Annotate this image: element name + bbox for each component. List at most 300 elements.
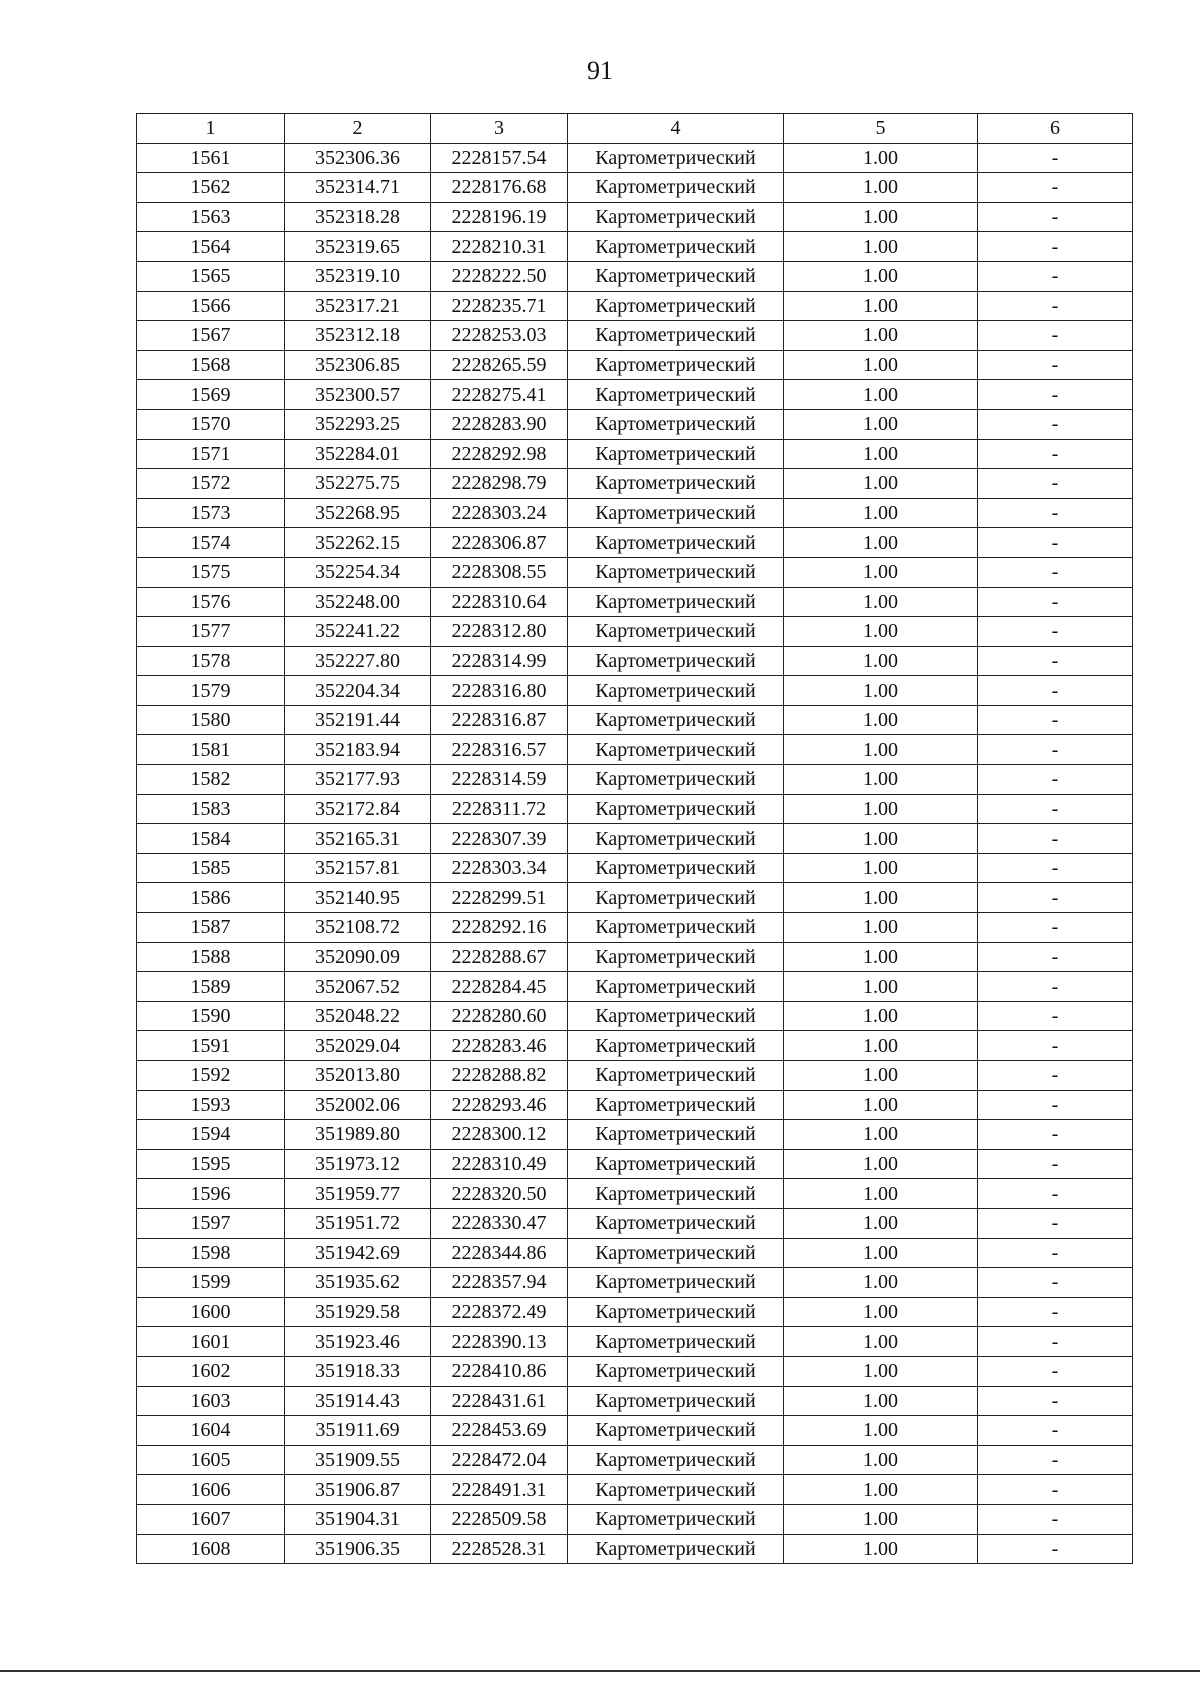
x-coordinate-cell: 352293.25 xyxy=(285,409,431,439)
accuracy-cell: 1.00 xyxy=(784,676,978,706)
note-cell: - xyxy=(978,1297,1133,1327)
table-row xyxy=(137,972,1133,1002)
table-row xyxy=(137,557,1133,587)
accuracy-cell: 1.00 xyxy=(784,202,978,232)
accuracy-cell: 1.00 xyxy=(784,1416,978,1446)
method-cell: Картометрический xyxy=(568,1268,784,1298)
table-row xyxy=(137,1475,1133,1505)
point-number-cell: 1604 xyxy=(137,1416,285,1446)
header-cell-2: 2 xyxy=(285,114,431,144)
accuracy-cell: 1.00 xyxy=(784,1445,978,1475)
method-cell: Картометрический xyxy=(568,1356,784,1386)
note-cell: - xyxy=(978,1090,1133,1120)
method-cell: Картометрический xyxy=(568,794,784,824)
table-row xyxy=(137,1504,1133,1534)
method-cell: Картометрический xyxy=(568,202,784,232)
table-row xyxy=(137,439,1133,469)
note-cell: - xyxy=(978,883,1133,913)
table-row xyxy=(137,1120,1133,1150)
table-row xyxy=(137,883,1133,913)
note-cell: - xyxy=(978,765,1133,795)
point-number-cell: 1581 xyxy=(137,735,285,765)
header-cell-5: 5 xyxy=(784,114,978,144)
x-coordinate-cell: 351989.80 xyxy=(285,1120,431,1150)
accuracy-cell: 1.00 xyxy=(784,528,978,558)
accuracy-cell: 1.00 xyxy=(784,409,978,439)
y-coordinate-cell: 2228310.64 xyxy=(431,587,568,617)
method-cell: Картометрический xyxy=(568,291,784,321)
y-coordinate-cell: 2228298.79 xyxy=(431,469,568,499)
point-number-cell: 1605 xyxy=(137,1445,285,1475)
y-coordinate-cell: 2228253.03 xyxy=(431,321,568,351)
method-cell: Картометрический xyxy=(568,1327,784,1357)
accuracy-cell: 1.00 xyxy=(784,173,978,203)
y-coordinate-cell: 2228284.45 xyxy=(431,972,568,1002)
x-coordinate-cell: 351973.12 xyxy=(285,1149,431,1179)
x-coordinate-cell: 352013.80 xyxy=(285,1061,431,1091)
table-row xyxy=(137,202,1133,232)
accuracy-cell: 1.00 xyxy=(784,498,978,528)
note-cell: - xyxy=(978,1475,1133,1505)
method-cell: Картометрический xyxy=(568,1149,784,1179)
table-row xyxy=(137,1149,1133,1179)
accuracy-cell: 1.00 xyxy=(784,261,978,291)
y-coordinate-cell: 2228306.87 xyxy=(431,528,568,558)
accuracy-cell: 1.00 xyxy=(784,646,978,676)
table-row xyxy=(137,794,1133,824)
method-cell: Картометрический xyxy=(568,439,784,469)
note-cell: - xyxy=(978,942,1133,972)
method-cell: Картометрический xyxy=(568,942,784,972)
x-coordinate-cell: 351906.87 xyxy=(285,1475,431,1505)
point-number-cell: 1580 xyxy=(137,705,285,735)
method-cell: Картометрический xyxy=(568,1208,784,1238)
note-cell: - xyxy=(978,498,1133,528)
y-coordinate-cell: 2228330.47 xyxy=(431,1208,568,1238)
y-coordinate-cell: 2228491.31 xyxy=(431,1475,568,1505)
table-row xyxy=(137,173,1133,203)
header-cell-4: 4 xyxy=(568,114,784,144)
accuracy-cell: 1.00 xyxy=(784,913,978,943)
y-coordinate-cell: 2228288.82 xyxy=(431,1061,568,1091)
point-number-cell: 1590 xyxy=(137,1001,285,1031)
point-number-cell: 1576 xyxy=(137,587,285,617)
y-coordinate-cell: 2228157.54 xyxy=(431,143,568,173)
method-cell: Картометрический xyxy=(568,232,784,262)
point-number-cell: 1568 xyxy=(137,350,285,380)
note-cell: - xyxy=(978,1208,1133,1238)
method-cell: Картометрический xyxy=(568,765,784,795)
table-row xyxy=(137,853,1133,883)
x-coordinate-cell: 351911.69 xyxy=(285,1416,431,1446)
y-coordinate-cell: 2228176.68 xyxy=(431,173,568,203)
point-number-cell: 1565 xyxy=(137,261,285,291)
y-coordinate-cell: 2228308.55 xyxy=(431,557,568,587)
x-coordinate-cell: 352317.21 xyxy=(285,291,431,321)
accuracy-cell: 1.00 xyxy=(784,1268,978,1298)
accuracy-cell: 1.00 xyxy=(784,765,978,795)
y-coordinate-cell: 2228310.49 xyxy=(431,1149,568,1179)
method-cell: Картометрический xyxy=(568,883,784,913)
method-cell: Картометрический xyxy=(568,1445,784,1475)
note-cell: - xyxy=(978,676,1133,706)
accuracy-cell: 1.00 xyxy=(784,942,978,972)
table-body xyxy=(137,143,1133,1564)
accuracy-cell: 1.00 xyxy=(784,1386,978,1416)
point-number-cell: 1586 xyxy=(137,883,285,913)
point-number-cell: 1582 xyxy=(137,765,285,795)
point-number-cell: 1579 xyxy=(137,676,285,706)
x-coordinate-cell: 351909.55 xyxy=(285,1445,431,1475)
coordinates-table-container xyxy=(136,113,1132,1564)
table-row xyxy=(137,1031,1133,1061)
method-cell: Картометрический xyxy=(568,380,784,410)
point-number-cell: 1608 xyxy=(137,1534,285,1564)
y-coordinate-cell: 2228288.67 xyxy=(431,942,568,972)
method-cell: Картометрический xyxy=(568,972,784,1002)
x-coordinate-cell: 351959.77 xyxy=(285,1179,431,1209)
table-row xyxy=(137,1238,1133,1268)
accuracy-cell: 1.00 xyxy=(784,1061,978,1091)
y-coordinate-cell: 2228316.57 xyxy=(431,735,568,765)
note-cell: - xyxy=(978,1268,1133,1298)
method-cell: Картометрический xyxy=(568,350,784,380)
x-coordinate-cell: 352191.44 xyxy=(285,705,431,735)
table-row xyxy=(137,646,1133,676)
y-coordinate-cell: 2228314.99 xyxy=(431,646,568,676)
x-coordinate-cell: 352090.09 xyxy=(285,942,431,972)
x-coordinate-cell: 352067.52 xyxy=(285,972,431,1002)
method-cell: Картометрический xyxy=(568,261,784,291)
point-number-cell: 1571 xyxy=(137,439,285,469)
y-coordinate-cell: 2228283.46 xyxy=(431,1031,568,1061)
y-coordinate-cell: 2228307.39 xyxy=(431,824,568,854)
point-number-cell: 1584 xyxy=(137,824,285,854)
point-number-cell: 1562 xyxy=(137,173,285,203)
table-row xyxy=(137,261,1133,291)
method-cell: Картометрический xyxy=(568,913,784,943)
x-coordinate-cell: 351929.58 xyxy=(285,1297,431,1327)
accuracy-cell: 1.00 xyxy=(784,439,978,469)
y-coordinate-cell: 2228293.46 xyxy=(431,1090,568,1120)
y-coordinate-cell: 2228275.41 xyxy=(431,380,568,410)
x-coordinate-cell: 351904.31 xyxy=(285,1504,431,1534)
accuracy-cell: 1.00 xyxy=(784,853,978,883)
point-number-cell: 1567 xyxy=(137,321,285,351)
accuracy-cell: 1.00 xyxy=(784,291,978,321)
accuracy-cell: 1.00 xyxy=(784,1327,978,1357)
x-coordinate-cell: 352227.80 xyxy=(285,646,431,676)
method-cell: Картометрический xyxy=(568,646,784,676)
note-cell: - xyxy=(978,1149,1133,1179)
method-cell: Картометрический xyxy=(568,735,784,765)
point-number-cell: 1597 xyxy=(137,1208,285,1238)
x-coordinate-cell: 352165.31 xyxy=(285,824,431,854)
method-cell: Картометрический xyxy=(568,557,784,587)
note-cell: - xyxy=(978,587,1133,617)
y-coordinate-cell: 2228303.24 xyxy=(431,498,568,528)
accuracy-cell: 1.00 xyxy=(784,1504,978,1534)
note-cell: - xyxy=(978,1061,1133,1091)
y-coordinate-cell: 2228312.80 xyxy=(431,617,568,647)
note-cell: - xyxy=(978,380,1133,410)
table-row xyxy=(137,676,1133,706)
y-coordinate-cell: 2228210.31 xyxy=(431,232,568,262)
point-number-cell: 1602 xyxy=(137,1356,285,1386)
method-cell: Картометрический xyxy=(568,498,784,528)
note-cell: - xyxy=(978,557,1133,587)
header-cell-6: 6 xyxy=(978,114,1133,144)
y-coordinate-cell: 2228453.69 xyxy=(431,1416,568,1446)
table-row xyxy=(137,1268,1133,1298)
y-coordinate-cell: 2228344.86 xyxy=(431,1238,568,1268)
point-number-cell: 1594 xyxy=(137,1120,285,1150)
point-number-cell: 1591 xyxy=(137,1031,285,1061)
note-cell: - xyxy=(978,291,1133,321)
accuracy-cell: 1.00 xyxy=(784,1208,978,1238)
accuracy-cell: 1.00 xyxy=(784,794,978,824)
method-cell: Картометрический xyxy=(568,1534,784,1564)
point-number-cell: 1593 xyxy=(137,1090,285,1120)
page-number: 91 xyxy=(587,56,613,85)
point-number-cell: 1607 xyxy=(137,1504,285,1534)
table-row xyxy=(137,1297,1133,1327)
point-number-cell: 1577 xyxy=(137,617,285,647)
point-number-cell: 1601 xyxy=(137,1327,285,1357)
point-number-cell: 1600 xyxy=(137,1297,285,1327)
header-cell-3: 3 xyxy=(431,114,568,144)
table-row xyxy=(137,587,1133,617)
method-cell: Картометрический xyxy=(568,1061,784,1091)
x-coordinate-cell: 352204.34 xyxy=(285,676,431,706)
note-cell: - xyxy=(978,173,1133,203)
note-cell: - xyxy=(978,1001,1133,1031)
note-cell: - xyxy=(978,321,1133,351)
note-cell: - xyxy=(978,972,1133,1002)
y-coordinate-cell: 2228196.19 xyxy=(431,202,568,232)
y-coordinate-cell: 2228303.34 xyxy=(431,853,568,883)
note-cell: - xyxy=(978,705,1133,735)
method-cell: Картометрический xyxy=(568,1475,784,1505)
method-cell: Картометрический xyxy=(568,676,784,706)
y-coordinate-cell: 2228300.12 xyxy=(431,1120,568,1150)
y-coordinate-cell: 2228431.61 xyxy=(431,1386,568,1416)
point-number-cell: 1592 xyxy=(137,1061,285,1091)
method-cell: Картометрический xyxy=(568,1386,784,1416)
accuracy-cell: 1.00 xyxy=(784,1356,978,1386)
point-number-cell: 1564 xyxy=(137,232,285,262)
note-cell: - xyxy=(978,1504,1133,1534)
table-row xyxy=(137,321,1133,351)
point-number-cell: 1566 xyxy=(137,291,285,321)
method-cell: Картометрический xyxy=(568,1416,784,1446)
x-coordinate-cell: 352312.18 xyxy=(285,321,431,351)
note-cell: - xyxy=(978,1386,1133,1416)
bottom-rule xyxy=(0,1670,1200,1672)
y-coordinate-cell: 2228316.87 xyxy=(431,705,568,735)
table-row xyxy=(137,291,1133,321)
accuracy-cell: 1.00 xyxy=(784,735,978,765)
x-coordinate-cell: 352002.06 xyxy=(285,1090,431,1120)
accuracy-cell: 1.00 xyxy=(784,883,978,913)
method-cell: Картометрический xyxy=(568,1504,784,1534)
x-coordinate-cell: 352300.57 xyxy=(285,380,431,410)
x-coordinate-cell: 352254.34 xyxy=(285,557,431,587)
method-cell: Картометрический xyxy=(568,409,784,439)
y-coordinate-cell: 2228316.80 xyxy=(431,676,568,706)
table-row xyxy=(137,1001,1133,1031)
y-coordinate-cell: 2228390.13 xyxy=(431,1327,568,1357)
accuracy-cell: 1.00 xyxy=(784,469,978,499)
y-coordinate-cell: 2228265.59 xyxy=(431,350,568,380)
table-row xyxy=(137,469,1133,499)
y-coordinate-cell: 2228509.58 xyxy=(431,1504,568,1534)
note-cell: - xyxy=(978,1031,1133,1061)
point-number-cell: 1574 xyxy=(137,528,285,558)
table-row xyxy=(137,380,1133,410)
x-coordinate-cell: 352172.84 xyxy=(285,794,431,824)
method-cell: Картометрический xyxy=(568,617,784,647)
note-cell: - xyxy=(978,439,1133,469)
y-coordinate-cell: 2228372.49 xyxy=(431,1297,568,1327)
table-row xyxy=(137,1386,1133,1416)
accuracy-cell: 1.00 xyxy=(784,143,978,173)
table-row xyxy=(137,350,1133,380)
point-number-cell: 1588 xyxy=(137,942,285,972)
x-coordinate-cell: 352048.22 xyxy=(285,1001,431,1031)
point-number-cell: 1596 xyxy=(137,1179,285,1209)
accuracy-cell: 1.00 xyxy=(784,1297,978,1327)
x-coordinate-cell: 351935.62 xyxy=(285,1268,431,1298)
method-cell: Картометрический xyxy=(568,1120,784,1150)
point-number-cell: 1599 xyxy=(137,1268,285,1298)
note-cell: - xyxy=(978,1534,1133,1564)
accuracy-cell: 1.00 xyxy=(784,617,978,647)
y-coordinate-cell: 2228292.98 xyxy=(431,439,568,469)
accuracy-cell: 1.00 xyxy=(784,1149,978,1179)
y-coordinate-cell: 2228528.31 xyxy=(431,1534,568,1564)
y-coordinate-cell: 2228283.90 xyxy=(431,409,568,439)
y-coordinate-cell: 2228280.60 xyxy=(431,1001,568,1031)
table-row xyxy=(137,942,1133,972)
note-cell: - xyxy=(978,646,1133,676)
x-coordinate-cell: 351942.69 xyxy=(285,1238,431,1268)
note-cell: - xyxy=(978,350,1133,380)
accuracy-cell: 1.00 xyxy=(784,705,978,735)
accuracy-cell: 1.00 xyxy=(784,557,978,587)
point-number-cell: 1575 xyxy=(137,557,285,587)
accuracy-cell: 1.00 xyxy=(784,1120,978,1150)
accuracy-cell: 1.00 xyxy=(784,1238,978,1268)
method-cell: Картометрический xyxy=(568,1179,784,1209)
method-cell: Картометрический xyxy=(568,853,784,883)
accuracy-cell: 1.00 xyxy=(784,1090,978,1120)
method-cell: Картометрический xyxy=(568,1031,784,1061)
method-cell: Картометрический xyxy=(568,321,784,351)
x-coordinate-cell: 352314.71 xyxy=(285,173,431,203)
y-coordinate-cell: 2228222.50 xyxy=(431,261,568,291)
accuracy-cell: 1.00 xyxy=(784,380,978,410)
method-cell: Картометрический xyxy=(568,705,784,735)
table-row xyxy=(137,1327,1133,1357)
coordinates-table xyxy=(136,113,1133,1564)
point-number-cell: 1585 xyxy=(137,853,285,883)
accuracy-cell: 1.00 xyxy=(784,232,978,262)
point-number-cell: 1569 xyxy=(137,380,285,410)
table-row xyxy=(137,735,1133,765)
header-cell-1: 1 xyxy=(137,114,285,144)
note-cell: - xyxy=(978,735,1133,765)
note-cell: - xyxy=(978,202,1133,232)
table-row xyxy=(137,1090,1133,1120)
method-cell: Картометрический xyxy=(568,469,784,499)
x-coordinate-cell: 352029.04 xyxy=(285,1031,431,1061)
note-cell: - xyxy=(978,409,1133,439)
x-coordinate-cell: 352140.95 xyxy=(285,883,431,913)
note-cell: - xyxy=(978,1356,1133,1386)
table-row xyxy=(137,143,1133,173)
x-coordinate-cell: 351951.72 xyxy=(285,1208,431,1238)
table-row xyxy=(137,1179,1133,1209)
method-cell: Картометрический xyxy=(568,1238,784,1268)
accuracy-cell: 1.00 xyxy=(784,1179,978,1209)
y-coordinate-cell: 2228320.50 xyxy=(431,1179,568,1209)
point-number-cell: 1583 xyxy=(137,794,285,824)
x-coordinate-cell: 351906.35 xyxy=(285,1534,431,1564)
method-cell: Картометрический xyxy=(568,1090,784,1120)
x-coordinate-cell: 352319.10 xyxy=(285,261,431,291)
note-cell: - xyxy=(978,1445,1133,1475)
table-row xyxy=(137,913,1133,943)
x-coordinate-cell: 352306.36 xyxy=(285,143,431,173)
point-number-cell: 1572 xyxy=(137,469,285,499)
table-row xyxy=(137,1356,1133,1386)
point-number-cell: 1561 xyxy=(137,143,285,173)
table-row xyxy=(137,1445,1133,1475)
y-coordinate-cell: 2228235.71 xyxy=(431,291,568,321)
method-cell: Картометрический xyxy=(568,528,784,558)
note-cell: - xyxy=(978,913,1133,943)
y-coordinate-cell: 2228311.72 xyxy=(431,794,568,824)
method-cell: Картометрический xyxy=(568,173,784,203)
y-coordinate-cell: 2228410.86 xyxy=(431,1356,568,1386)
table-row xyxy=(137,232,1133,262)
point-number-cell: 1563 xyxy=(137,202,285,232)
accuracy-cell: 1.00 xyxy=(784,1001,978,1031)
note-cell: - xyxy=(978,143,1133,173)
table-row xyxy=(137,498,1133,528)
point-number-cell: 1603 xyxy=(137,1386,285,1416)
point-number-cell: 1595 xyxy=(137,1149,285,1179)
note-cell: - xyxy=(978,617,1133,647)
note-cell: - xyxy=(978,1327,1133,1357)
accuracy-cell: 1.00 xyxy=(784,350,978,380)
note-cell: - xyxy=(978,1120,1133,1150)
table-row xyxy=(137,1061,1133,1091)
table-row xyxy=(137,705,1133,735)
accuracy-cell: 1.00 xyxy=(784,1534,978,1564)
point-number-cell: 1598 xyxy=(137,1238,285,1268)
table-row xyxy=(137,1416,1133,1446)
method-cell: Картометрический xyxy=(568,1297,784,1327)
table-header xyxy=(137,114,1133,144)
note-cell: - xyxy=(978,232,1133,262)
note-cell: - xyxy=(978,853,1133,883)
x-coordinate-cell: 352262.15 xyxy=(285,528,431,558)
point-number-cell: 1589 xyxy=(137,972,285,1002)
x-coordinate-cell: 352183.94 xyxy=(285,735,431,765)
point-number-cell: 1578 xyxy=(137,646,285,676)
